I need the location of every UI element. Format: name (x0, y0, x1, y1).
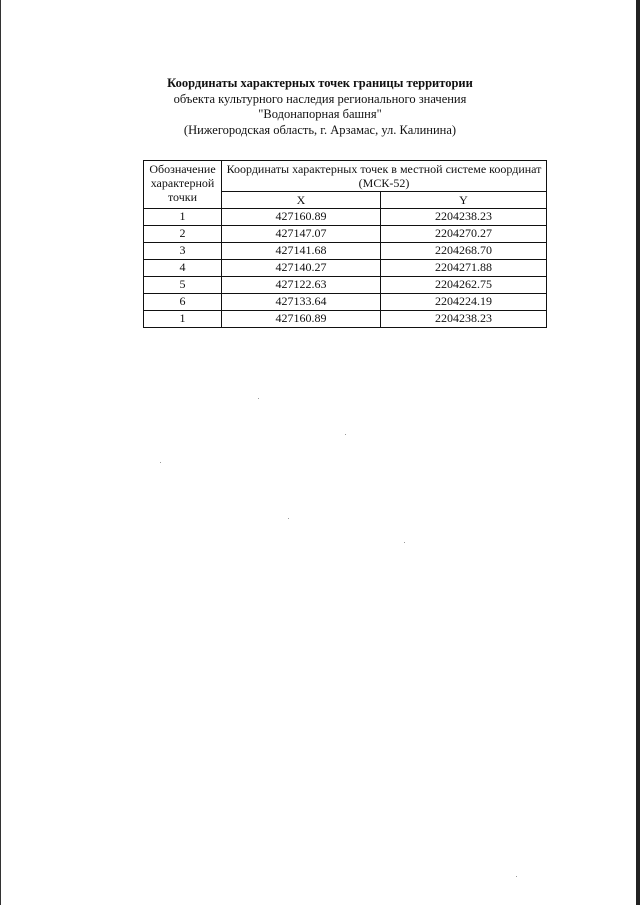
table-header-row (144, 161, 547, 192)
scan-speck (160, 462, 161, 463)
table-row (144, 226, 547, 243)
y-column-header: Y (381, 192, 547, 209)
point-cell: 6 (144, 294, 222, 311)
x-cell: 427160.89 (222, 311, 381, 328)
scan-speck (288, 518, 289, 519)
point-cell: 1 (144, 209, 222, 226)
x-column-header: X (222, 192, 381, 209)
y-cell: 2204271.88 (381, 260, 547, 277)
document-subtitle-line-1: объекта культурного наследия регионального значения (173, 91, 467, 106)
x-cell: 427141.68 (222, 243, 381, 260)
scan-speck (516, 876, 517, 877)
scan-speck (345, 434, 346, 435)
scan-speck (258, 398, 259, 399)
y-cell: 2204238.23 (381, 311, 547, 328)
point-cell: 3 (144, 243, 222, 260)
y-cell: 2204238.23 (381, 209, 547, 226)
x-cell: 427147.07 (222, 226, 381, 243)
table-row (144, 294, 547, 311)
document-subtitle-line-2: "Водонапорная башня" (258, 107, 382, 121)
coordinates-table (143, 160, 547, 328)
scan-speck (404, 542, 405, 543)
point-cell: 5 (144, 277, 222, 294)
x-cell: 427122.63 (222, 277, 381, 294)
point-cell: 2 (144, 226, 222, 243)
table-row (144, 260, 547, 277)
document-title: Координаты характерных точек границы территории (167, 76, 473, 90)
table-row (144, 311, 547, 328)
table-row (144, 209, 547, 226)
coordinates-column-header: Координаты характерных точек в местной системе координат (МСК-52) (222, 161, 547, 192)
y-cell: 2204224.19 (381, 294, 547, 311)
x-cell: 427133.64 (222, 294, 381, 311)
document-header (0, 76, 640, 138)
y-cell: 2204268.70 (381, 243, 547, 260)
document-subtitle-line-3: (Нижегородская область, г. Арзамас, ул. Калинина) (183, 122, 457, 137)
point-column-header: Обозначение характерной точки (144, 161, 222, 209)
table-row (144, 243, 547, 260)
point-cell: 1 (144, 311, 222, 328)
x-cell: 427160.89 (222, 209, 381, 226)
point-cell: 4 (144, 260, 222, 277)
y-cell: 2204262.75 (381, 277, 547, 294)
y-cell: 2204270.27 (381, 226, 547, 243)
x-cell: 427140.27 (222, 260, 381, 277)
table-row (144, 277, 547, 294)
